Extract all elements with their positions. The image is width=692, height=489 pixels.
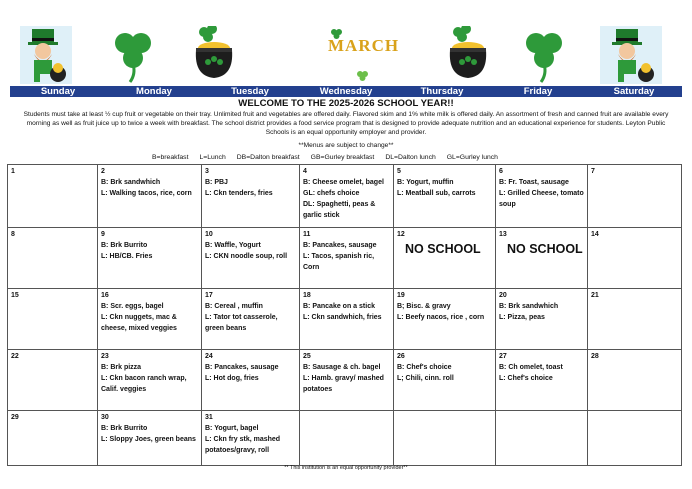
footer-note: ** This institution is an equal opportunity provider** [284, 465, 408, 471]
calendar-day-cell [300, 165, 394, 228]
meal-entry: B: Pancakes, sausage [205, 364, 279, 371]
day-number: 23 [101, 353, 109, 360]
day-number: 9 [101, 231, 105, 238]
legend-item: GL=Gurley lunch [446, 154, 498, 161]
leprechaun-icon [600, 26, 662, 84]
no-school-label: NO SCHOOL [405, 242, 481, 256]
day-number: 13 [499, 231, 507, 238]
meal-entry: B: Scr. eggs, bagel [101, 303, 164, 310]
day-number: 2 [101, 168, 105, 175]
intro-paragraph: Students must take at least ½ cup fruit or vegetable on their tray. Unlimited fruit and vegetables are offered daily. Flavored skim and 1% white milk is offered daily. An assortment of fresh and canned fruit are available every morning as well as fruit juice up to twice a week with breakfast. The school district provides a food service program that is designed to provide adequate nutrition and an educational experience for students. Leyton Public Schools is an equal opportunity employer and provider. [23, 111, 669, 136]
calendar-day-cell [8, 350, 98, 411]
calendar-week-row [8, 228, 682, 289]
meal-entry: B: Brk Burrito [101, 242, 148, 249]
legend-item: B=breakfast [152, 154, 189, 161]
day-label-thursday: Thursday [420, 86, 464, 97]
calendar-day-cell [98, 350, 202, 411]
calendar-day-cell [300, 350, 394, 411]
calendar-week-row [8, 165, 682, 228]
calendar-day-cell [8, 228, 98, 289]
meal-entry: L: HB/CB. Fries [101, 253, 153, 260]
clover-icon [520, 26, 568, 84]
menus-note: **Menus are subject to change** [298, 142, 394, 149]
calendar-day-cell [394, 350, 496, 411]
legend-item: DB=Dalton breakfast [236, 154, 300, 161]
month-title: MARCH [328, 36, 400, 55]
meal-entry: L: Chef's choice [499, 375, 553, 382]
day-number: 19 [397, 292, 405, 299]
day-number: 17 [205, 292, 213, 299]
meal-entry: L: Tacos, spanish ric, Corn [303, 253, 375, 271]
no-school-label: NO SCHOOL [507, 242, 583, 256]
calendar-day-cell [202, 165, 300, 228]
calendar-day-cell [588, 228, 682, 289]
legend-item: L=Lunch [199, 154, 226, 161]
pot-of-gold-icon [190, 26, 238, 84]
day-label-saturday: Saturday [613, 86, 655, 97]
day-number: 4 [303, 168, 307, 175]
day-number: 12 [397, 231, 405, 238]
leprechaun-icon [20, 26, 72, 84]
calendar-week-row [8, 350, 682, 411]
calendar-day-cell [394, 411, 496, 466]
day-number: 15 [11, 292, 19, 299]
calendar-day-cell [588, 165, 682, 228]
meal-entry: B; Bisc. & gravy [397, 303, 451, 310]
calendar-day-cell [300, 411, 394, 466]
day-number: 28 [591, 353, 599, 360]
calendar-day-cell [496, 228, 588, 289]
day-number: 30 [101, 414, 109, 421]
calendar-day-cell [98, 228, 202, 289]
day-label-friday: Friday [523, 86, 553, 97]
march-title-art [322, 26, 400, 84]
day-number: 27 [499, 353, 507, 360]
calendar-day-cell [496, 350, 588, 411]
day-number: 10 [205, 231, 213, 238]
calendar-day-cell [496, 411, 588, 466]
meal-entry: L: Ckn bacon ranch wrap, Calif. veggies [101, 375, 187, 393]
day-of-week-header [10, 86, 682, 97]
meal-entry: L: Sloppy Joes, green beans [101, 436, 196, 443]
calendar-day-cell [394, 228, 496, 289]
meal-entry: B: Waffle, Yogurt [205, 242, 261, 249]
pot-of-gold-icon [444, 26, 492, 84]
meal-entry: L: Grilled Cheese, tomato soup [499, 190, 584, 208]
calendar-day-cell [588, 350, 682, 411]
day-number: 16 [101, 292, 109, 299]
meal-entry: B: Cheese omelet, bagel [303, 179, 384, 186]
meal-entry: L: Ckn tenders, fries [205, 190, 273, 197]
calendar-day-cell [394, 165, 496, 228]
meal-entry: L: Ckn sandwhich, fries [303, 314, 382, 321]
calendar-day-cell [588, 289, 682, 350]
meal-entry: B: Brk sandwhich [101, 179, 161, 186]
day-number: 31 [205, 414, 213, 421]
meal-entry: L: Hot dog, fries [205, 375, 259, 382]
legend-item: DL=Dalton lunch [385, 154, 436, 161]
day-label-sunday: Sunday [40, 86, 76, 97]
meal-entry: L; Chili, cinn. roll [397, 375, 454, 382]
calendar-day-cell [202, 289, 300, 350]
meal-entry: L: CKN noodle soup, roll [205, 253, 288, 260]
day-label-wednesday: Wednesday [319, 86, 373, 97]
calendar-day-cell [202, 411, 300, 466]
calendar-day-cell [8, 289, 98, 350]
meal-legend [152, 154, 498, 161]
day-number: 11 [303, 231, 311, 238]
clover-icon [110, 26, 156, 84]
day-number: 25 [303, 353, 311, 360]
day-number: 22 [11, 353, 19, 360]
meal-entry: B: Sausage & ch. bagel [303, 364, 381, 371]
meal-entry: B: PBJ [205, 179, 228, 186]
meal-entry: B: Pancake on a stick [303, 303, 375, 310]
calendar-day-cell [300, 289, 394, 350]
calendar-day-cell [98, 289, 202, 350]
day-number: 26 [397, 353, 405, 360]
calendar-day-cell [98, 165, 202, 228]
calendar-day-cell [300, 228, 394, 289]
day-number: 3 [205, 168, 209, 175]
meal-entry: L: Tator tot casserole, green beans [205, 314, 278, 332]
day-number: 7 [591, 168, 595, 175]
calendar-week-row [8, 411, 682, 466]
meal-entry: B: Yogurt, bagel [205, 425, 259, 432]
calendar-day-cell [496, 289, 588, 350]
menu-calendar [7, 164, 682, 466]
day-number: 14 [591, 231, 599, 238]
day-number: 18 [303, 292, 311, 299]
day-label-monday: Monday [136, 86, 172, 97]
day-number: 5 [397, 168, 401, 175]
legend-item: GB=Gurley breakfast [310, 154, 375, 161]
meal-entry: L: Hamb. gravy/ mashed potatoes [303, 375, 384, 393]
calendar-day-cell [496, 165, 588, 228]
meal-entry: L: Pizza, peas [499, 314, 545, 321]
day-number: 8 [11, 231, 15, 238]
meal-entry: L: Ckn fry stk, mashed potatoes/gravy, roll [205, 436, 281, 454]
meal-entry: B: Chef's choice [397, 364, 452, 371]
meal-entry: B: Brk pizza [101, 364, 142, 371]
day-number: 24 [205, 353, 213, 360]
welcome-heading: WELCOME TO THE 2025-2026 SCHOOL YEAR!! [238, 98, 454, 109]
meal-entry: L: Meatball sub, carrots [397, 190, 476, 197]
meal-entry: GL: chefs choice [303, 190, 360, 197]
meal-entry: L: Beefy nacos, rice , corn [397, 314, 485, 321]
day-number: 6 [499, 168, 503, 175]
day-number: 1 [11, 168, 15, 175]
meal-entry: B: Cereal , muffin [205, 303, 263, 310]
day-number: 20 [499, 292, 507, 299]
meal-entry: B: Brk sandwhich [499, 303, 559, 310]
calendar-week-row [8, 289, 682, 350]
meal-entry: DL: Spaghetti, peas & garlic stick [303, 201, 376, 219]
calendar-day-cell [202, 228, 300, 289]
meal-entry: B: Pancakes, sausage [303, 242, 377, 249]
calendar-day-cell [202, 350, 300, 411]
day-label-tuesday: Tuesday [231, 86, 269, 97]
meal-entry: B: Ch omelet, toast [499, 364, 563, 371]
day-number: 29 [11, 414, 19, 421]
meal-entry: L: Ckn nuggets, mac & cheese, mixed veggies [101, 314, 177, 332]
meal-entry: L: Walking tacos, rice, corn [101, 190, 192, 197]
calendar-day-cell [588, 411, 682, 466]
calendar-day-cell [394, 289, 496, 350]
calendar-day-cell [98, 411, 202, 466]
calendar-day-cell [8, 165, 98, 228]
meal-entry: B: Yogurt, muffin [397, 179, 454, 186]
meal-entry: B: Brk Burrito [101, 425, 148, 432]
day-number: 21 [591, 292, 599, 299]
calendar-day-cell [8, 411, 98, 466]
meal-entry: B: Fr. Toast, sausage [499, 179, 569, 186]
